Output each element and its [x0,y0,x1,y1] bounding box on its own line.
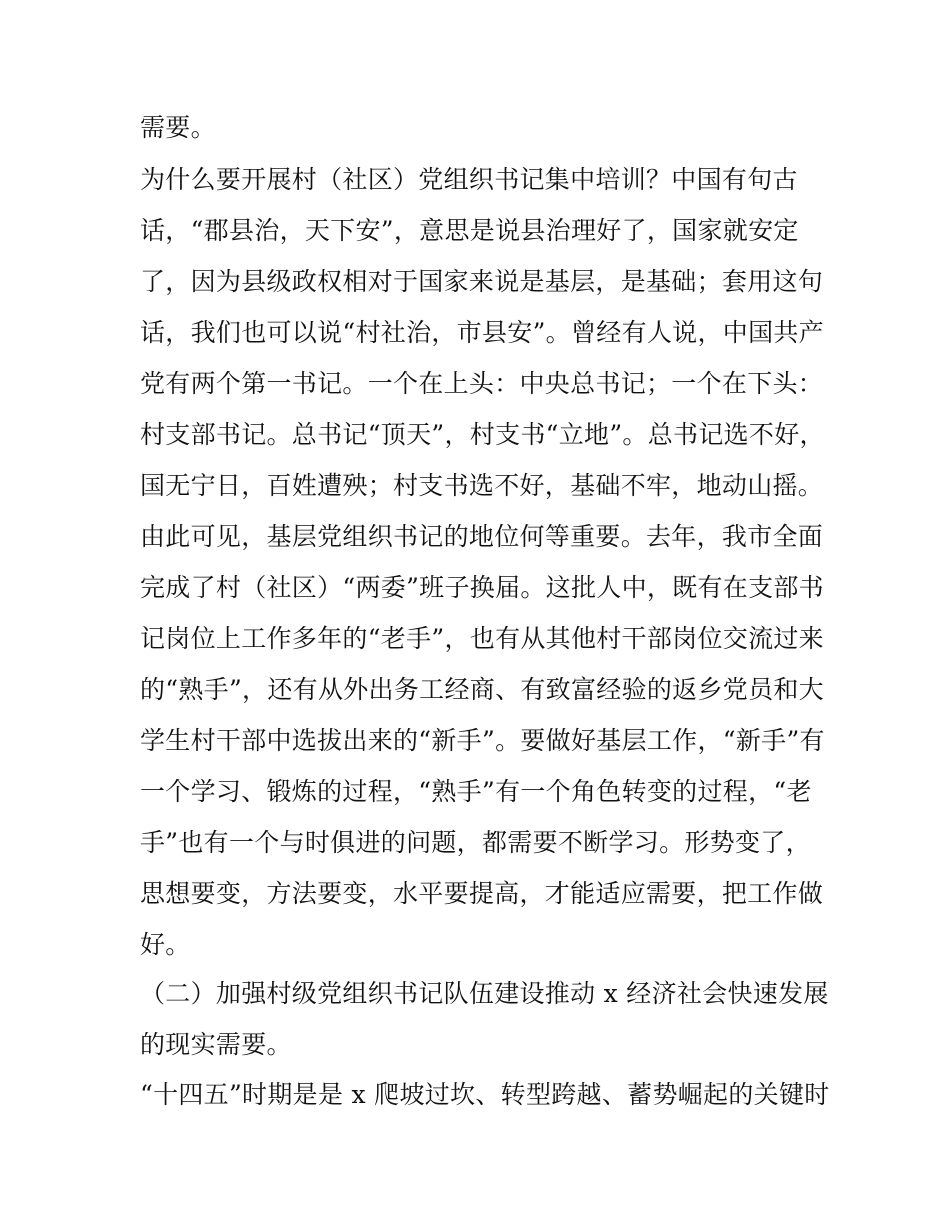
text-line: 记岗位上工作多年的“老手”，也有从其他村干部岗位交流过来 [140,624,824,653]
text-line: 手”也有一个与时俱进的问题，都需要不断学习。形势变了， [140,828,811,857]
text-line: 需要。 [140,113,216,142]
text-line: 党有两个第一书记。一个在上头：中央总书记；一个在下头： [140,369,824,398]
text-line: 好。 [140,930,191,959]
text-line: 国无宁日，百姓遭殃；村支书选不好，基础不牢，地动山摇。 [140,471,824,500]
section-heading: 的现实需要。 [140,1030,292,1059]
text-line: 由此可见，基层党组织书记的地位何等重要。去年，我市全面 [140,522,824,551]
section-heading: （二）加强村级党组织书记队伍建设推动 x 经济社会快速发展 [140,979,829,1008]
text-line: 为什么要开展村（社区）党组织书记集中培训？中国有句古 [140,165,798,194]
text-line: 话，我们也可以说“村社治，市县安”。曾经有人说，中国共产 [140,318,824,347]
text-line: 完成了村（社区）“两委”班子换届。这批人中，既有在支部书 [140,573,824,602]
text-line: 的“熟手”，还有从外出务工经商、有致富经验的返乡党员和大 [140,675,824,704]
text-line: 思想要变，方法要变，水平要提高，才能适应需要，把工作做 [140,879,824,908]
text-line: 学生村干部中选拔出来的“新手”。要做好基层工作，“新手”有 [140,726,825,755]
text-line: 一个学习、锻炼的过程，“熟手”有一个角色转变的过程，“老 [140,777,812,806]
text-line: “十四五”时期是是 x 爬坡过坎、转型跨越、蓄势崛起的关键时 [140,1080,830,1109]
text-line: 了，因为县级政权相对于国家来说是基层，是基础；套用这句 [140,267,824,296]
text-line: 村支部书记。总书记“顶天”，村支书“立地”。总书记选不好， [140,420,825,449]
text-line: 话，“郡县治，天下安”，意思是说县治理好了，国家就安定 [140,216,799,245]
